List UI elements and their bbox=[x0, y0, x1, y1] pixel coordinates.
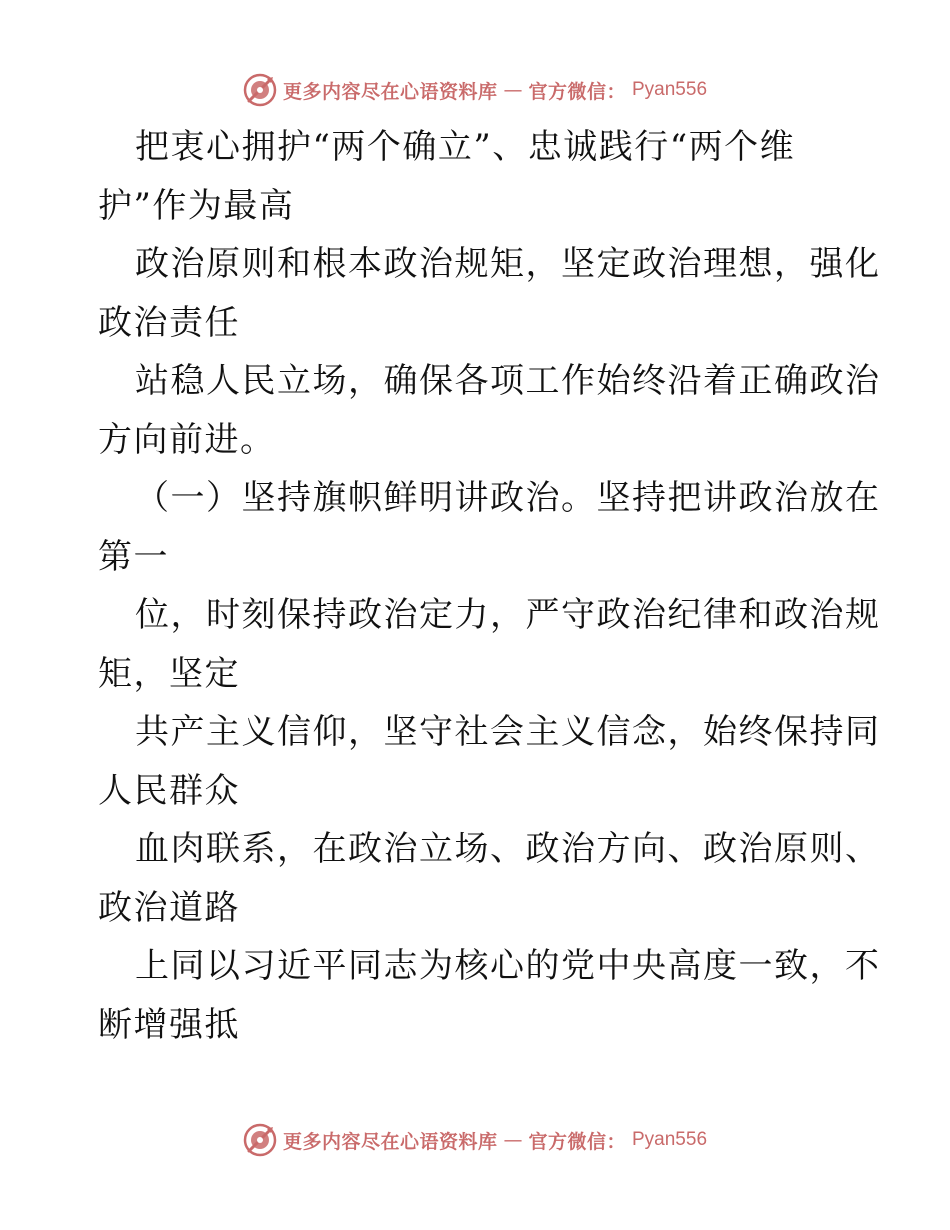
header-banner-text: 更多内容尽在心语资料库 bbox=[282, 80, 498, 103]
text-line: 血肉联系，在政治立场、政治方向、政治原则、 bbox=[135, 829, 881, 869]
header-wechat-label: 官方微信： bbox=[528, 80, 626, 103]
text-line: 护”作为最高 bbox=[98, 185, 295, 226]
footer-separator: — bbox=[503, 1129, 523, 1151]
text-line: 政治原则和根本政治规矩，坚定政治理想，强化 bbox=[135, 244, 881, 284]
text-line: 矩，坚定 bbox=[98, 653, 240, 694]
text-line: 方向前进。 bbox=[98, 419, 276, 460]
text-line: 站稳人民立场，确保各项工作始终沿着正确政治 bbox=[135, 361, 881, 401]
text-line: 断增强抵 bbox=[98, 1004, 240, 1045]
text-line: 把衷心拥护“两个确立”、忠诚践行“两个维 bbox=[135, 127, 796, 167]
text-line: 上同以习近平同志为核心的党中央高度一致，不 bbox=[135, 946, 881, 986]
text-line: 共产主义信仰，坚守社会主义信念，始终保持同 bbox=[135, 712, 881, 752]
footer-banner bbox=[0, 1120, 950, 1160]
footer-wechat-label: 官方微信： bbox=[528, 1130, 626, 1153]
header-separator: — bbox=[503, 79, 523, 101]
footer-banner-text: 更多内容尽在心语资料库 bbox=[282, 1130, 498, 1153]
text-line: 位，时刻保持政治定力，严守政治纪律和政治规 bbox=[135, 595, 881, 635]
text-line: 第一 bbox=[98, 536, 169, 577]
text-line: 政治道路 bbox=[98, 887, 240, 928]
text-line: 人民群众 bbox=[98, 770, 240, 811]
header-wechat-id: Pyan556 bbox=[632, 79, 708, 100]
document-body bbox=[98, 118, 881, 1054]
quill-pen-logo-icon bbox=[243, 1123, 277, 1157]
text-line: 政治责任 bbox=[98, 302, 240, 343]
footer-wechat-id: Pyan556 bbox=[632, 1129, 708, 1150]
quill-pen-logo-icon bbox=[243, 73, 277, 107]
text-line: （一）坚持旗帜鲜明讲政治。坚持把讲政治放在 bbox=[135, 478, 881, 518]
header-banner bbox=[0, 70, 950, 110]
